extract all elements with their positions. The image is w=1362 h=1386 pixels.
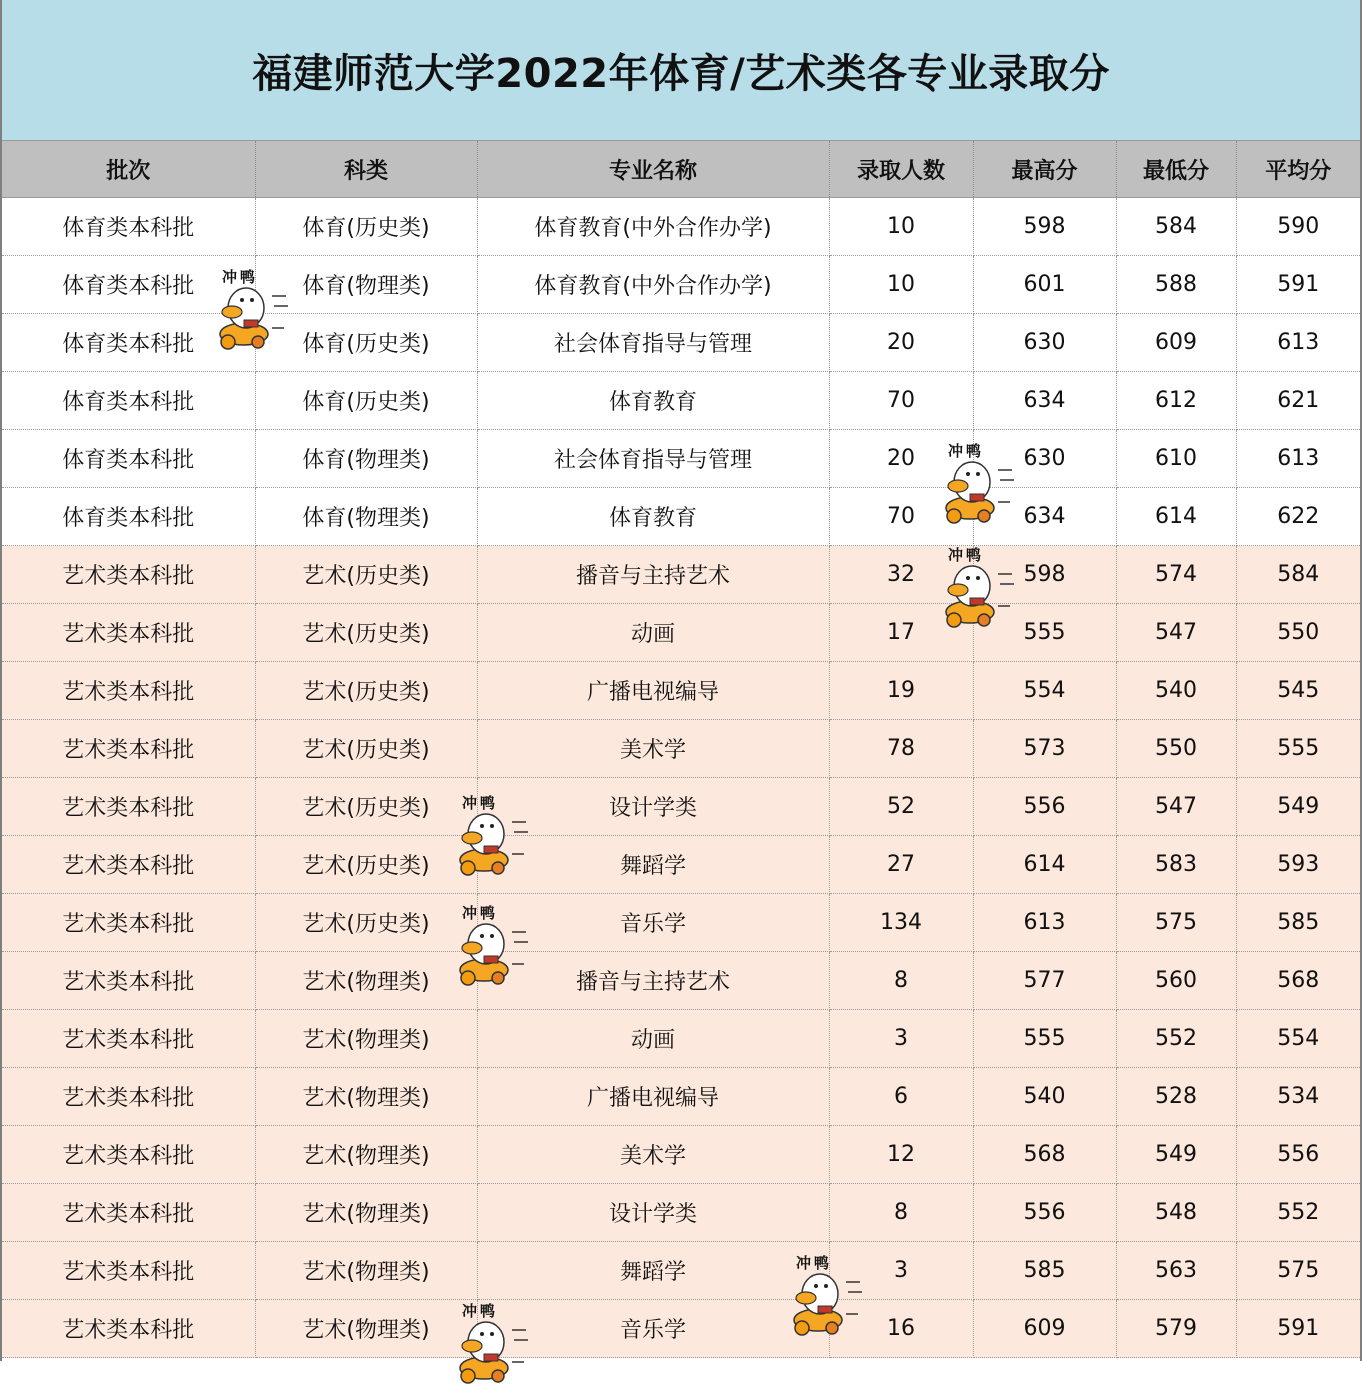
- cell-max: 634: [973, 372, 1116, 430]
- cell-batch: 艺术类本科批: [2, 1184, 255, 1242]
- cell-max: 556: [973, 778, 1116, 836]
- cell-min: 528: [1116, 1068, 1236, 1126]
- cell-batch: 体育类本科批: [2, 488, 255, 546]
- sticker-caption: 冲鸭: [462, 794, 499, 812]
- cell-category: 艺术(物理类): [255, 1242, 477, 1300]
- cell-avg: 568: [1236, 952, 1360, 1010]
- cell-category: 艺术(历史类): [255, 604, 477, 662]
- cell-max: 598: [973, 198, 1116, 256]
- table-row: [2, 1242, 1360, 1300]
- table-row: [2, 1184, 1360, 1242]
- cell-major: 音乐学: [477, 894, 829, 952]
- cell-max: 573: [973, 720, 1116, 778]
- cell-min: 584: [1116, 198, 1236, 256]
- cell-min: 547: [1116, 778, 1236, 836]
- cell-max: 585: [973, 1242, 1116, 1300]
- cell-count: 78: [829, 720, 973, 778]
- cell-category: 艺术(物理类): [255, 1300, 477, 1358]
- cell-major: 广播电视编导: [477, 1068, 829, 1126]
- cell-max: 614: [973, 836, 1116, 894]
- cell-batch: 艺术类本科批: [2, 604, 255, 662]
- sticker-caption: 冲鸭: [462, 904, 499, 922]
- cell-min: 540: [1116, 662, 1236, 720]
- cell-count: 10: [829, 198, 973, 256]
- cell-avg: 591: [1236, 1300, 1360, 1358]
- cell-major: 体育教育(中外合作办学): [477, 198, 829, 256]
- cell-max: 568: [973, 1126, 1116, 1184]
- cell-count: 70: [829, 372, 973, 430]
- cell-batch: 艺术类本科批: [2, 1300, 255, 1358]
- cell-count: 12: [829, 1126, 973, 1184]
- cell-min: 612: [1116, 372, 1236, 430]
- title-bar: [2, 0, 1360, 141]
- cell-category: 体育(物理类): [255, 488, 477, 546]
- table-row: [2, 662, 1360, 720]
- cell-batch: 体育类本科批: [2, 198, 255, 256]
- cell-avg: 584: [1236, 546, 1360, 604]
- cell-count: 27: [829, 836, 973, 894]
- cell-category: 艺术(物理类): [255, 1010, 477, 1068]
- cell-major: 播音与主持艺术: [477, 952, 829, 1010]
- page-title: 福建师范大学2022年体育/艺术类各专业录取分: [252, 50, 1110, 97]
- sticker-caption: 冲鸭: [462, 1302, 499, 1320]
- table-row: [2, 604, 1360, 662]
- sticker-caption: 冲鸭: [222, 268, 259, 286]
- cell-major: 播音与主持艺术: [477, 546, 829, 604]
- cell-avg: 613: [1236, 430, 1360, 488]
- header-major: 专业名称: [477, 141, 829, 198]
- cell-count: 8: [829, 952, 973, 1010]
- cell-max: 577: [973, 952, 1116, 1010]
- cell-avg: 590: [1236, 198, 1360, 256]
- cell-avg: 593: [1236, 836, 1360, 894]
- table-row: [2, 256, 1360, 314]
- cell-avg: 552: [1236, 1184, 1360, 1242]
- cell-category: 艺术(历史类): [255, 662, 477, 720]
- header-min-score: 最低分: [1116, 141, 1236, 198]
- cell-max: 554: [973, 662, 1116, 720]
- cell-count: 3: [829, 1242, 973, 1300]
- cell-category: 体育(历史类): [255, 372, 477, 430]
- cell-max: 613: [973, 894, 1116, 952]
- header-avg-score: 平均分: [1236, 141, 1360, 198]
- cell-min: 583: [1116, 836, 1236, 894]
- cell-batch: 体育类本科批: [2, 430, 255, 488]
- table-row: [2, 372, 1360, 430]
- sticker-caption: 冲鸭: [796, 1254, 833, 1272]
- table-row: [2, 1068, 1360, 1126]
- cell-major: 动画: [477, 1010, 829, 1068]
- table-row: [2, 198, 1360, 256]
- cell-major: 设计学类: [477, 1184, 829, 1242]
- cell-max: 598: [973, 546, 1116, 604]
- cell-count: 20: [829, 314, 973, 372]
- table-row: [2, 488, 1360, 546]
- cell-count: 16: [829, 1300, 973, 1358]
- header-max-score: 最高分: [973, 141, 1116, 198]
- cell-avg: 554: [1236, 1010, 1360, 1068]
- cell-min: 547: [1116, 604, 1236, 662]
- cell-batch: 艺术类本科批: [2, 952, 255, 1010]
- header-count: 录取人数: [829, 141, 973, 198]
- cell-category: 艺术(物理类): [255, 1184, 477, 1242]
- cell-category: 艺术(历史类): [255, 720, 477, 778]
- cell-min: 563: [1116, 1242, 1236, 1300]
- cell-avg: 534: [1236, 1068, 1360, 1126]
- cell-major: 美术学: [477, 1126, 829, 1184]
- cell-avg: 556: [1236, 1126, 1360, 1184]
- cell-avg: 585: [1236, 894, 1360, 952]
- cell-category: 体育(历史类): [255, 198, 477, 256]
- cell-count: 32: [829, 546, 973, 604]
- table-row: [2, 1010, 1360, 1068]
- cell-avg: 591: [1236, 256, 1360, 314]
- cell-batch: 体育类本科批: [2, 314, 255, 372]
- cell-batch: 体育类本科批: [2, 372, 255, 430]
- cell-min: 550: [1116, 720, 1236, 778]
- cell-category: 体育(历史类): [255, 314, 477, 372]
- cell-category: 艺术(历史类): [255, 836, 477, 894]
- cell-category: 艺术(历史类): [255, 778, 477, 836]
- cell-max: 540: [973, 1068, 1116, 1126]
- cell-count: 6: [829, 1068, 973, 1126]
- cell-min: 552: [1116, 1010, 1236, 1068]
- cell-max: 630: [973, 430, 1116, 488]
- cell-max: 555: [973, 1010, 1116, 1068]
- cell-min: 574: [1116, 546, 1236, 604]
- cell-count: 3: [829, 1010, 973, 1068]
- cell-major: 广播电视编导: [477, 662, 829, 720]
- cell-avg: 575: [1236, 1242, 1360, 1300]
- header-row: [2, 141, 1360, 198]
- table-row: [2, 430, 1360, 488]
- cell-category: 体育(物理类): [255, 256, 477, 314]
- table-body: [2, 198, 1360, 1358]
- cell-major: 设计学类: [477, 778, 829, 836]
- cell-count: 10: [829, 256, 973, 314]
- table-row: [2, 1126, 1360, 1184]
- cell-min: 579: [1116, 1300, 1236, 1358]
- cell-avg: 621: [1236, 372, 1360, 430]
- cell-category: 艺术(物理类): [255, 952, 477, 1010]
- cell-batch: 艺术类本科批: [2, 720, 255, 778]
- header-category: 科类: [255, 141, 477, 198]
- cell-max: 555: [973, 604, 1116, 662]
- cell-count: 19: [829, 662, 973, 720]
- cell-batch: 艺术类本科批: [2, 1068, 255, 1126]
- cell-max: 556: [973, 1184, 1116, 1242]
- cell-count: 134: [829, 894, 973, 952]
- table-row: [2, 720, 1360, 778]
- cell-major: 美术学: [477, 720, 829, 778]
- cell-min: 588: [1116, 256, 1236, 314]
- cell-avg: 613: [1236, 314, 1360, 372]
- cell-avg: 550: [1236, 604, 1360, 662]
- cell-count: 8: [829, 1184, 973, 1242]
- sticker-caption: 冲鸭: [948, 546, 985, 564]
- cell-max: 634: [973, 488, 1116, 546]
- cell-count: 20: [829, 430, 973, 488]
- cell-major: 体育教育(中外合作办学): [477, 256, 829, 314]
- cell-category: 艺术(历史类): [255, 894, 477, 952]
- cell-count: 52: [829, 778, 973, 836]
- cell-max: 601: [973, 256, 1116, 314]
- cell-category: 艺术(物理类): [255, 1126, 477, 1184]
- cell-min: 614: [1116, 488, 1236, 546]
- cell-batch: 艺术类本科批: [2, 1242, 255, 1300]
- cell-major: 体育教育: [477, 488, 829, 546]
- cell-min: 575: [1116, 894, 1236, 952]
- cell-major: 体育教育: [477, 372, 829, 430]
- cell-batch: 艺术类本科批: [2, 1010, 255, 1068]
- cell-min: 560: [1116, 952, 1236, 1010]
- cell-major: 舞蹈学: [477, 1242, 829, 1300]
- cell-major: 动画: [477, 604, 829, 662]
- cell-avg: 622: [1236, 488, 1360, 546]
- header-batch: 批次: [2, 141, 255, 198]
- cell-major: 社会体育指导与管理: [477, 430, 829, 488]
- cell-count: 17: [829, 604, 973, 662]
- cell-batch: 艺术类本科批: [2, 546, 255, 604]
- cell-min: 610: [1116, 430, 1236, 488]
- cell-max: 630: [973, 314, 1116, 372]
- cell-batch: 艺术类本科批: [2, 894, 255, 952]
- cell-major: 舞蹈学: [477, 836, 829, 894]
- cell-max: 609: [973, 1300, 1116, 1358]
- cell-avg: 545: [1236, 662, 1360, 720]
- cell-batch: 艺术类本科批: [2, 836, 255, 894]
- cell-batch: 体育类本科批: [2, 256, 255, 314]
- cell-category: 艺术(物理类): [255, 1068, 477, 1126]
- table-row: [2, 1300, 1360, 1358]
- table-row: [2, 778, 1360, 836]
- cell-avg: 549: [1236, 778, 1360, 836]
- cell-min: 549: [1116, 1126, 1236, 1184]
- cell-batch: 艺术类本科批: [2, 1126, 255, 1184]
- cell-min: 548: [1116, 1184, 1236, 1242]
- score-table: [2, 141, 1360, 1358]
- cell-batch: 艺术类本科批: [2, 662, 255, 720]
- cell-avg: 555: [1236, 720, 1360, 778]
- cell-batch: 艺术类本科批: [2, 778, 255, 836]
- sticker-caption: 冲鸭: [948, 442, 985, 460]
- table-row: [2, 836, 1360, 894]
- table-row: [2, 546, 1360, 604]
- cell-category: 艺术(历史类): [255, 546, 477, 604]
- table-row: [2, 894, 1360, 952]
- cell-major: 社会体育指导与管理: [477, 314, 829, 372]
- cell-category: 体育(物理类): [255, 430, 477, 488]
- cell-min: 609: [1116, 314, 1236, 372]
- cell-major: 音乐学: [477, 1300, 829, 1358]
- table-row: [2, 952, 1360, 1010]
- table-row: [2, 314, 1360, 372]
- cell-count: 70: [829, 488, 973, 546]
